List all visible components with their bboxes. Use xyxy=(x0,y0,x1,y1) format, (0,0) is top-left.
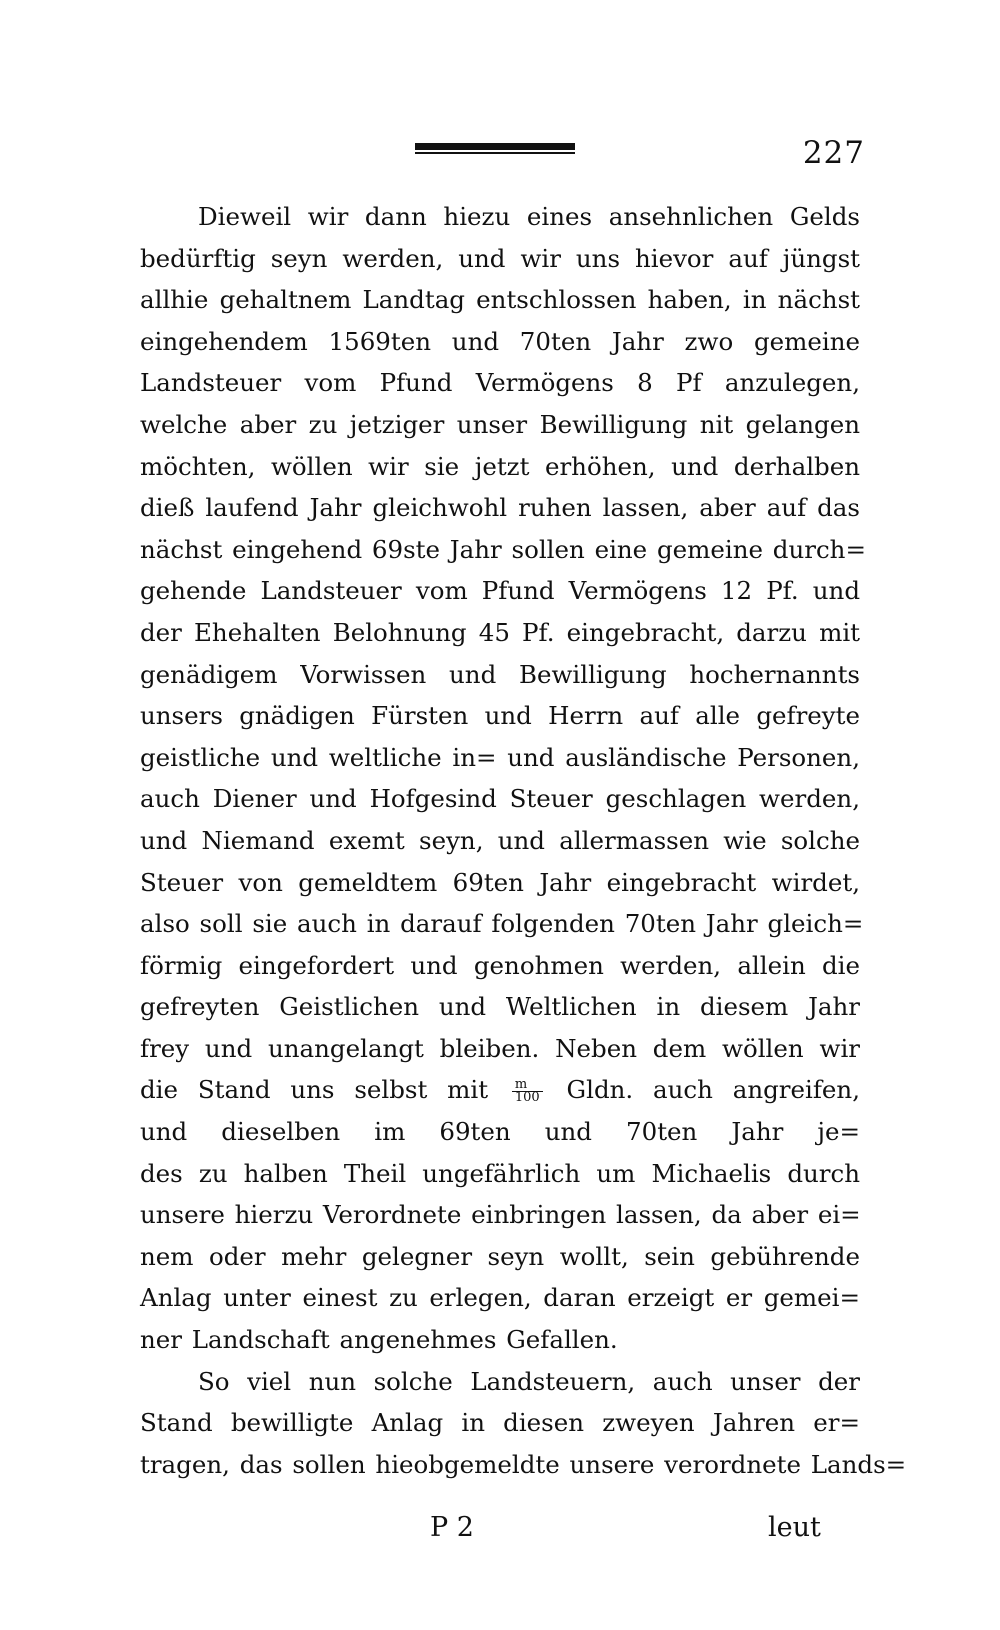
fraction-numerator: m xyxy=(512,1079,543,1092)
fraction xyxy=(512,1079,543,1104)
text-line: förmig eingefordert und genohmen werden, allein die xyxy=(140,950,860,980)
text-line: unsers gnädigen Fürsten und Herrn auf alle gefreyte xyxy=(140,701,860,731)
text-line: dieß laufend Jahr gleichwohl ruhen lassen, aber auf das xyxy=(140,493,860,523)
text-line: welche aber zu jetziger unser Bewilligung nit gelangen xyxy=(140,409,860,439)
catchword: leut xyxy=(768,1512,821,1543)
text-line: bedürftig seyn werden, und wir uns hievor auf jüngst xyxy=(140,243,860,273)
text-line: gehende Landsteuer vom Pfund Vermögens 12 Pf. und xyxy=(140,576,860,606)
text-line: tragen, das sollen hieobgemeldte unsere verordnete Lands= xyxy=(140,1449,907,1479)
text-line: der Ehehalten Belohnung 45 Pf. eingebracht, darzu mit xyxy=(140,617,860,647)
text-line: des zu halben Theil ungefährlich um Michaelis durch xyxy=(140,1158,860,1188)
text-line-post: Gldn. auch angreifen, xyxy=(566,1075,860,1105)
text-line: Landsteuer vom Pfund Vermögens 8 Pf anzulegen, xyxy=(140,368,860,398)
text-line: und dieselben im 69ten und 70ten Jahr je= xyxy=(140,1117,860,1147)
text-line: unsere hierzu Verordnete einbringen lassen, da aber ei= xyxy=(140,1200,861,1230)
body-text xyxy=(140,196,907,1485)
header-rule-thick xyxy=(415,143,575,150)
text-line: Anlag unter einest zu erlegen, daran erzeigt er gemei= xyxy=(140,1283,860,1313)
text-line xyxy=(140,1069,860,1111)
page-number: 227 xyxy=(802,135,865,171)
header-ornamental-rule xyxy=(415,140,575,156)
text-line: und Niemand exemt seyn, und allermassen wie solche xyxy=(140,825,860,855)
text-line: So viel nun solche Landsteuern, auch unser der xyxy=(198,1366,860,1396)
text-line: ner Landschaft angenehmes Gefallen. xyxy=(140,1325,618,1355)
text-line: auch Diener und Hofgesind Steuer geschlagen werden, xyxy=(140,784,860,814)
text-line: geistliche und weltliche in= und ausländische Personen, xyxy=(140,742,860,772)
text-line: eingehendem 1569ten und 70ten Jahr zwo gemeine xyxy=(140,326,860,356)
text-line: frey und unangelangt bleiben. Neben dem wöllen wir xyxy=(140,1033,860,1063)
text-line: möchten, wöllen wir sie jetzt erhöhen, und derhalben xyxy=(140,451,860,481)
text-line: Stand bewilligte Anlag in diesen zweyen Jahren er= xyxy=(140,1408,860,1438)
text-line: nächst eingehend 69ste Jahr sollen eine gemeine durch= xyxy=(140,534,866,564)
text-line: gefreyten Geistlichen und Weltlichen in diesem Jahr xyxy=(140,992,860,1022)
header-rule-thin xyxy=(415,152,575,154)
text-line: genädigem Vorwissen und Bewilligung hochernannts xyxy=(140,659,860,689)
text-line: allhie gehaltnem Landtag entschlossen haben, in nächst xyxy=(140,285,860,315)
fraction-denominator: 100 xyxy=(514,1090,540,1106)
text-line: Dieweil wir dann hiezu eines ansehnlichen Gelds xyxy=(198,202,860,231)
text-line: nem oder mehr gelegner seyn wollt, sein gebührende xyxy=(140,1241,860,1271)
text-line: Steuer von gemeldtem 69ten Jahr eingebracht wirdet, xyxy=(140,867,860,897)
signature-mark: P 2 xyxy=(430,1512,474,1543)
text-line-pre: die Stand uns selbst mit xyxy=(140,1075,489,1105)
text-line: also soll sie auch in darauf folgenden 70ten Jahr gleich= xyxy=(140,909,864,939)
